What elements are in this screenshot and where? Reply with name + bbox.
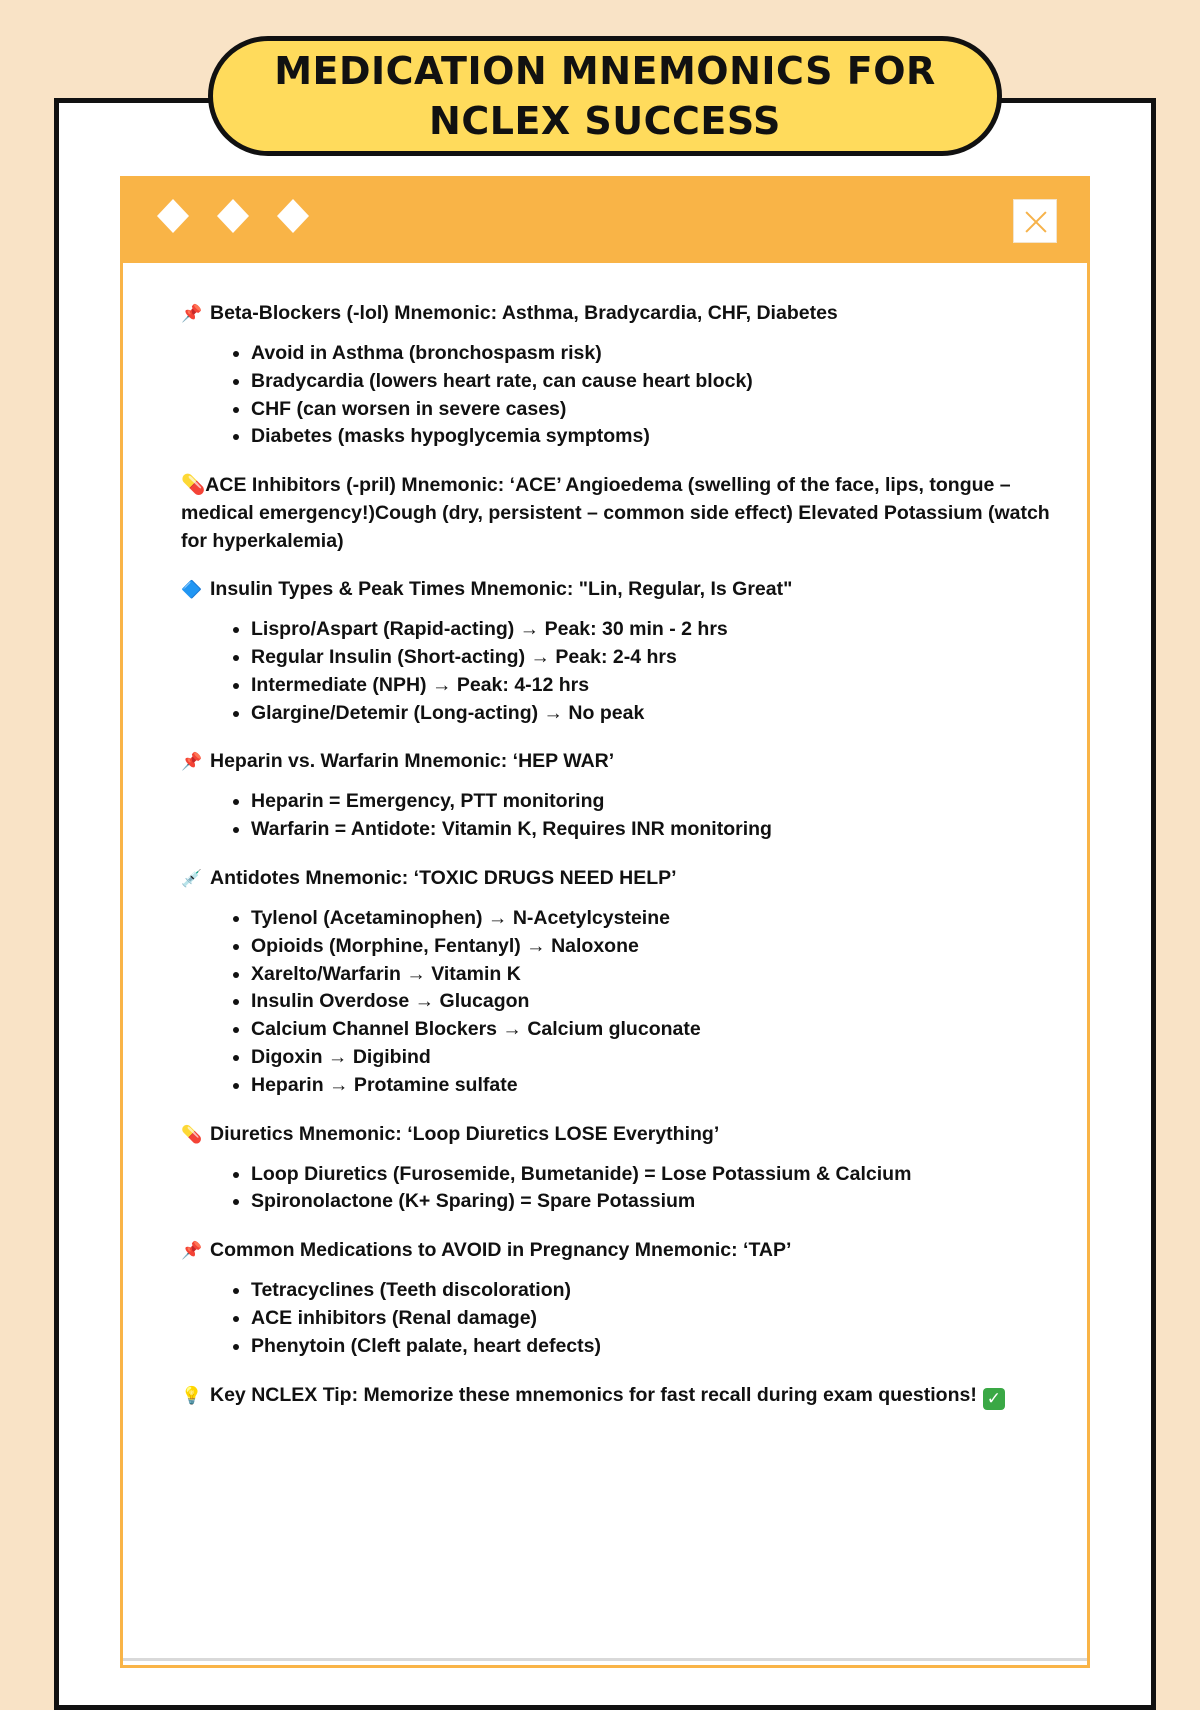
list-item: • Lispro/Aspart (Rapid-acting) → Peak: 30 min - 2 hrs (251, 616, 1057, 644)
bullet-list (181, 788, 1057, 844)
pill-icon: 💊 (181, 1124, 203, 1145)
list-item: • Bradycardia (lowers heart rate, can cause heart block) (251, 368, 1057, 396)
list-item: • Loop Diuretics (Furosemide, Bumetanide) = Lose Potassium & Calcium (251, 1161, 1057, 1189)
paragraph-text: ACE Inhibitors (-pril) Mnemonic: ‘ACE’ Angioedema (swelling of the face, lips, tongue – medical emergency!)Cough (dry, persistent – common side effect) Elevated Potassium (watch for hyperkalemia) (181, 474, 1050, 553)
mnemonic-section (181, 1236, 1057, 1360)
section-heading (181, 747, 1057, 776)
section-heading (181, 1120, 1057, 1149)
list-item: • Xarelto/Warfarin → Vitamin K (251, 961, 1057, 989)
syringe-icon: 💉 (181, 868, 203, 889)
list-item: • Calcium Channel Blockers → Calcium gluconate (251, 1016, 1057, 1044)
pushpin-icon: 📌 (181, 752, 203, 773)
list-item: • Intermediate (NPH) → Peak: 4-12 hrs (251, 672, 1057, 700)
mnemonic-section (181, 864, 1057, 1100)
list-item: • Insulin Overdose → Glucagon (251, 988, 1057, 1016)
list-item: • Tylenol (Acetaminophen) → N-Acetylcysteine (251, 905, 1057, 933)
section-heading (181, 299, 1057, 328)
heading-text: Beta-Blockers (-lol) Mnemonic: Asthma, Bradycardia, CHF, Diabetes (210, 302, 838, 324)
nclex-tip (181, 1381, 1057, 1410)
list-item: • Warfarin = Antidote: Vitamin K, Requires INR monitoring (251, 816, 1057, 844)
title-line-1: MEDICATION MNEMONICS FOR (274, 49, 936, 93)
section-heading (181, 1236, 1057, 1265)
title-line-2: NCLEX SUCCESS (429, 99, 781, 143)
close-icon[interactable] (1013, 199, 1057, 243)
note-content (123, 263, 1087, 1410)
mnemonic-section (181, 471, 1057, 555)
list-item: • Opioids (Morphine, Fentanyl) → Naloxone (251, 933, 1057, 961)
list-item: • Spironolactone (K+ Sparing) = Spare Potassium (251, 1188, 1057, 1216)
tip-text: Key NCLEX Tip: Memorize these mnemonics for fast recall during exam questions! (210, 1383, 977, 1406)
divider (123, 1658, 1087, 1661)
list-item: • Tetracyclines (Teeth discoloration) (251, 1277, 1057, 1305)
list-item: • Heparin → Protamine sulfate (251, 1072, 1057, 1100)
bullet-list (181, 1277, 1057, 1360)
list-item: • Regular Insulin (Short-acting) → Peak: 2-4 hrs (251, 644, 1057, 672)
heading-text: Antidotes Mnemonic: ‘TOXIC DRUGS NEED HELP’ (210, 866, 677, 889)
diamond-icon (277, 199, 309, 233)
list-item: • Heparin = Emergency, PTT monitoring (251, 788, 1057, 816)
section-paragraph (181, 471, 1057, 555)
list-item: • Digoxin → Digibind (251, 1044, 1057, 1072)
mnemonic-section (181, 1120, 1057, 1217)
mnemonic-section (181, 747, 1057, 844)
note-window (120, 176, 1090, 1668)
pill-icon: 💊 (181, 474, 206, 497)
list-item: • CHF (can worsen in severe cases) (251, 396, 1057, 424)
mnemonic-section (181, 299, 1057, 451)
pushpin-icon: 📌 (181, 1241, 203, 1262)
bullet-list (181, 1161, 1057, 1217)
bullet-list (181, 340, 1057, 451)
blue-diamond-icon: 🔷 (181, 580, 203, 601)
list-item: • Phenytoin (Cleft palate, heart defects) (251, 1333, 1057, 1361)
list-item: • ACE inhibitors (Renal damage) (251, 1305, 1057, 1333)
check-mark-icon: ✓ (983, 1388, 1005, 1410)
list-item: • Avoid in Asthma (bronchospasm risk) (251, 340, 1057, 368)
section-heading (181, 575, 1057, 604)
diamond-icon (217, 199, 249, 233)
window-controls (157, 199, 309, 233)
mnemonic-section (181, 575, 1057, 727)
title-banner (208, 36, 1002, 156)
window-title-bar (123, 179, 1087, 263)
heading-text: Heparin vs. Warfarin Mnemonic: ‘HEP WAR’ (210, 750, 615, 773)
list-item: • Glargine/Detemir (Long-acting) → No peak (251, 700, 1057, 728)
bullet-list (181, 616, 1057, 727)
pushpin-icon: 📌 (181, 304, 203, 324)
diamond-icon (157, 199, 189, 233)
list-item: • Diabetes (masks hypoglycemia symptoms) (251, 423, 1057, 451)
lightbulb-icon: 💡 (181, 1385, 203, 1406)
bullet-list (181, 905, 1057, 1100)
heading-text: Common Medications to AVOID in Pregnancy Mnemonic: ‘TAP’ (210, 1239, 792, 1262)
heading-text: Diuretics Mnemonic: ‘Loop Diuretics LOSE Everything’ (210, 1122, 720, 1145)
heading-text: Insulin Types & Peak Times Mnemonic: "Lin, Regular, Is Great" (210, 578, 793, 601)
section-heading (181, 864, 1057, 893)
